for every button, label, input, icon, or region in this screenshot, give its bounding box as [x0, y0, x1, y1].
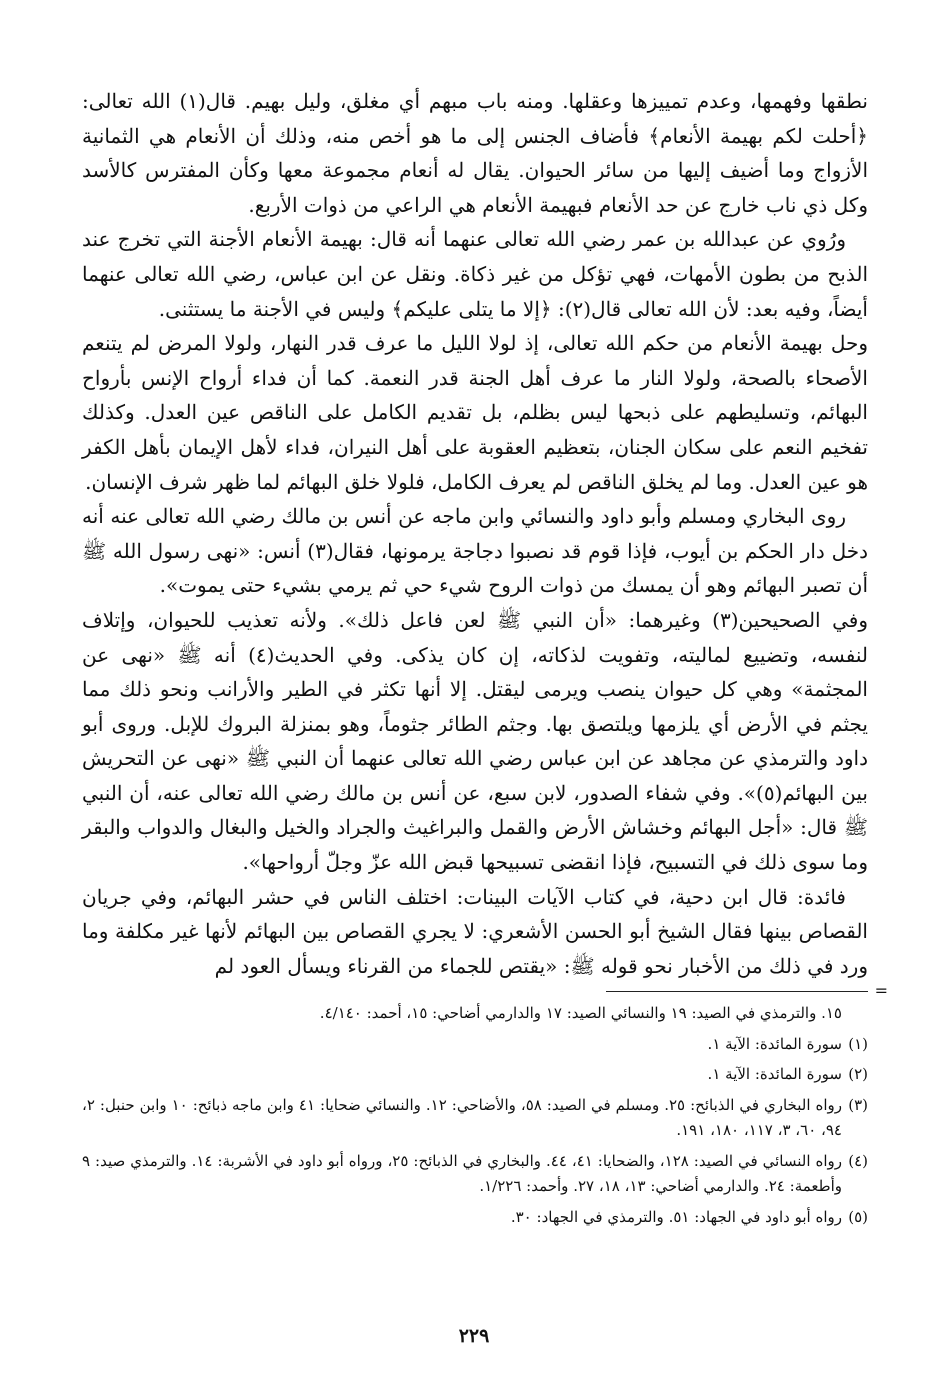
separator-mark: = — [874, 981, 888, 1001]
footnote — [82, 1032, 868, 1058]
footnote-text: سورة المائدة: الآية ١. — [707, 1034, 842, 1053]
paragraph: وفي الصحيحين(٣) وغيرهما: «أن النبي ﷺ لعن فاعل ذلك». ولأنه تعذيب للحيوان، وإتلاف لنفسه، وتضييع لماليته، وتفويت لذكاته، إن كان يذكى. وفي الحديث(٤) أنه ﷺ «نهى عن المجثمة» وهي كل حيوان ينصب ويرمى ليقتل. إلا أنها تكثر في الطير والأرانب ونحو ذلك مما يجثم في الأرض أي يلزمها ويلتصق بها. وجثم الطائر جثوماً، وهو بمنزلة البروك للإبل. وروى أبو داود والترمذي عن مجاهد عن ابن عباس رضي الله تعالى عنهما أن النبي ﷺ «نهى عن التحريش بين البهائم(٥)». وفي شفاء الصدور، لابن سبع، عن أنس بن مالك رضي الله تعالى عنه، أن النبي ﷺ قال: «أجل البهائم وخشاش الأرض والقمل والبراغيث والجراد والخيل والبغال والدواب والبقر وما سوى ذلك في التسبيح، فإذا انقضى تسبيحها قبض الله عزّ وجلّ أرواحها». — [82, 607, 868, 875]
footnote-number: (١) — [848, 1034, 868, 1053]
footnote-number: (٥) — [848, 1207, 868, 1226]
separator-line — [606, 991, 868, 992]
footnote-text: رواه البخاري في الذبائح: ٢٥. ومسلم في الصيد: ٥٨، والأضاحي: ١٢. والنسائي ضحايا: ٤١ وابن ماجه ذبائح: ١٠ وابن حنبل: ٢، ٩٤، ٦٠، ٣، ١١٧، ١٨٠، ١٩١. — [82, 1095, 842, 1140]
paragraph: وحل بهيمة الأنعام من حكم الله تعالى، إذ لولا الليل ما عرف قدر النهار، ولولا المرض لم يتنعم الأصحاء بالصحة، ولولا النار ما عرف أهل الجنة قدر النعمة. كما أن فداء أرواح الإنس بأرواح البهائم، وتسليطهم على ذبحها ليس بظلم، بل تقديم الكامل على الناقص عين العدل. وكذلك تفخيم النعم على سكان الجنان، بتعظيم العقوبة على أهل النيران، فداء لأهل الإيمان بأهل الكفر هو عين العدل. وما لم يخلق الناقص لم يعرف الكامل، فلولا خلق البهائم لما ظهر شرف الإنسان. — [82, 331, 868, 494]
footnote — [82, 1062, 868, 1088]
footnote-number: (٤) — [848, 1151, 868, 1170]
footnote — [82, 1093, 868, 1144]
main-text — [82, 84, 868, 983]
paragraph: روى البخاري ومسلم وأبو داود والنسائي وابن ماجه عن أنس بن مالك رضي الله تعالى عنه أنه دخل دار الحكم بن أيوب، فإذا قوم قد نصبوا دجاجة يرمونها، فقال(٣) أنس: «نهى رسول الله ﷺ أن تصبر البهائم وهو أن يمسك من ذوات الروح شيء حي ثم يرمي بشيء حتى يموت». — [82, 504, 869, 598]
page-number: ٢٢٩ — [458, 1325, 490, 1347]
footnotes — [82, 1001, 868, 1230]
footnote-separator — [82, 981, 888, 1001]
footnote-continuation: ١٥. والترمذي في الصيد: ١٩ والنسائي الصيد: ١٧ والدارمي أضاحي: ١٥، أحمد: ٤/١٤٠. — [319, 1004, 842, 1023]
footnote-number: (٢) — [848, 1065, 868, 1084]
paragraph: نطقها وفهمها، وعدم تمييزها وعقلها. ومنه باب مبهم أي مغلق، وليل بهيم. قال(١) الله تعالى: ﴿أحلت لكم بهيمة الأنعام﴾ فأضاف الجنس إلى ما هو أخص منه، وذلك أن الأنعام هي الثمانية الأزواج وما أضيف إليها من سائر الحيوان. يقال له أنعام مجموعة معها وكأن المفترس كالأسد وكل ذي ناب خارج عن حد الأنعام فبهيمة الأنعام هي الراعي من ذوات الأربع. — [82, 89, 868, 217]
paragraph: فائدة: قال ابن دحية، في كتاب الآيات البينات: اختلف الناس في حشر البهائم، وفي جريان القصاص بينها فقال الشيخ أبو الحسن الأشعري: لا يجري القصاص بين البهائم لأنها غير مكلفة وما ورد في ذلك من الأخبار نحو قوله ﷺ: «يقتص للجماء من القرناء ويسأل العود لم — [82, 884, 868, 978]
footnote-number: (٣) — [848, 1095, 868, 1114]
footnote-text: رواه النسائي في الصيد: ١٢٨، والضحايا: ٤١، ٤٤. والبخاري في الذبائح: ٢٥، ورواه أبو داود في الأشربة: ١٤. والترمذي صيد: ٩ وأطعمة: ٢٤. والدارمي أضاحي: ١٣، ١٨، ٢٧. وأحمد: ١/٢٢٦. — [82, 1151, 842, 1196]
paragraph: ورُوي عن عبدالله بن عمر رضي الله تعالى عنهما أنه قال: بهيمة الأنعام الأجنة التي تخرج عند الذبح من بطون الأمهات، فهي تؤكل من غير ذكاة. ونقل عن ابن عباس، رضي الله تعالى عنهما أيضاً، وفيه بعد: لأن الله تعالى قال(٢): ﴿إلا ما يتلى عليكم﴾ وليس في الأجنة ما يستثنى. — [82, 227, 868, 321]
footnote — [82, 1205, 868, 1231]
footnote-text: سورة المائدة: الآية ١. — [707, 1065, 842, 1084]
footnote-text: رواه أبو داود في الجهاد: ٥١. والترمذي في الجهاد: ٣٠. — [510, 1207, 842, 1226]
page-content — [82, 84, 888, 1230]
footnote — [82, 1149, 868, 1200]
